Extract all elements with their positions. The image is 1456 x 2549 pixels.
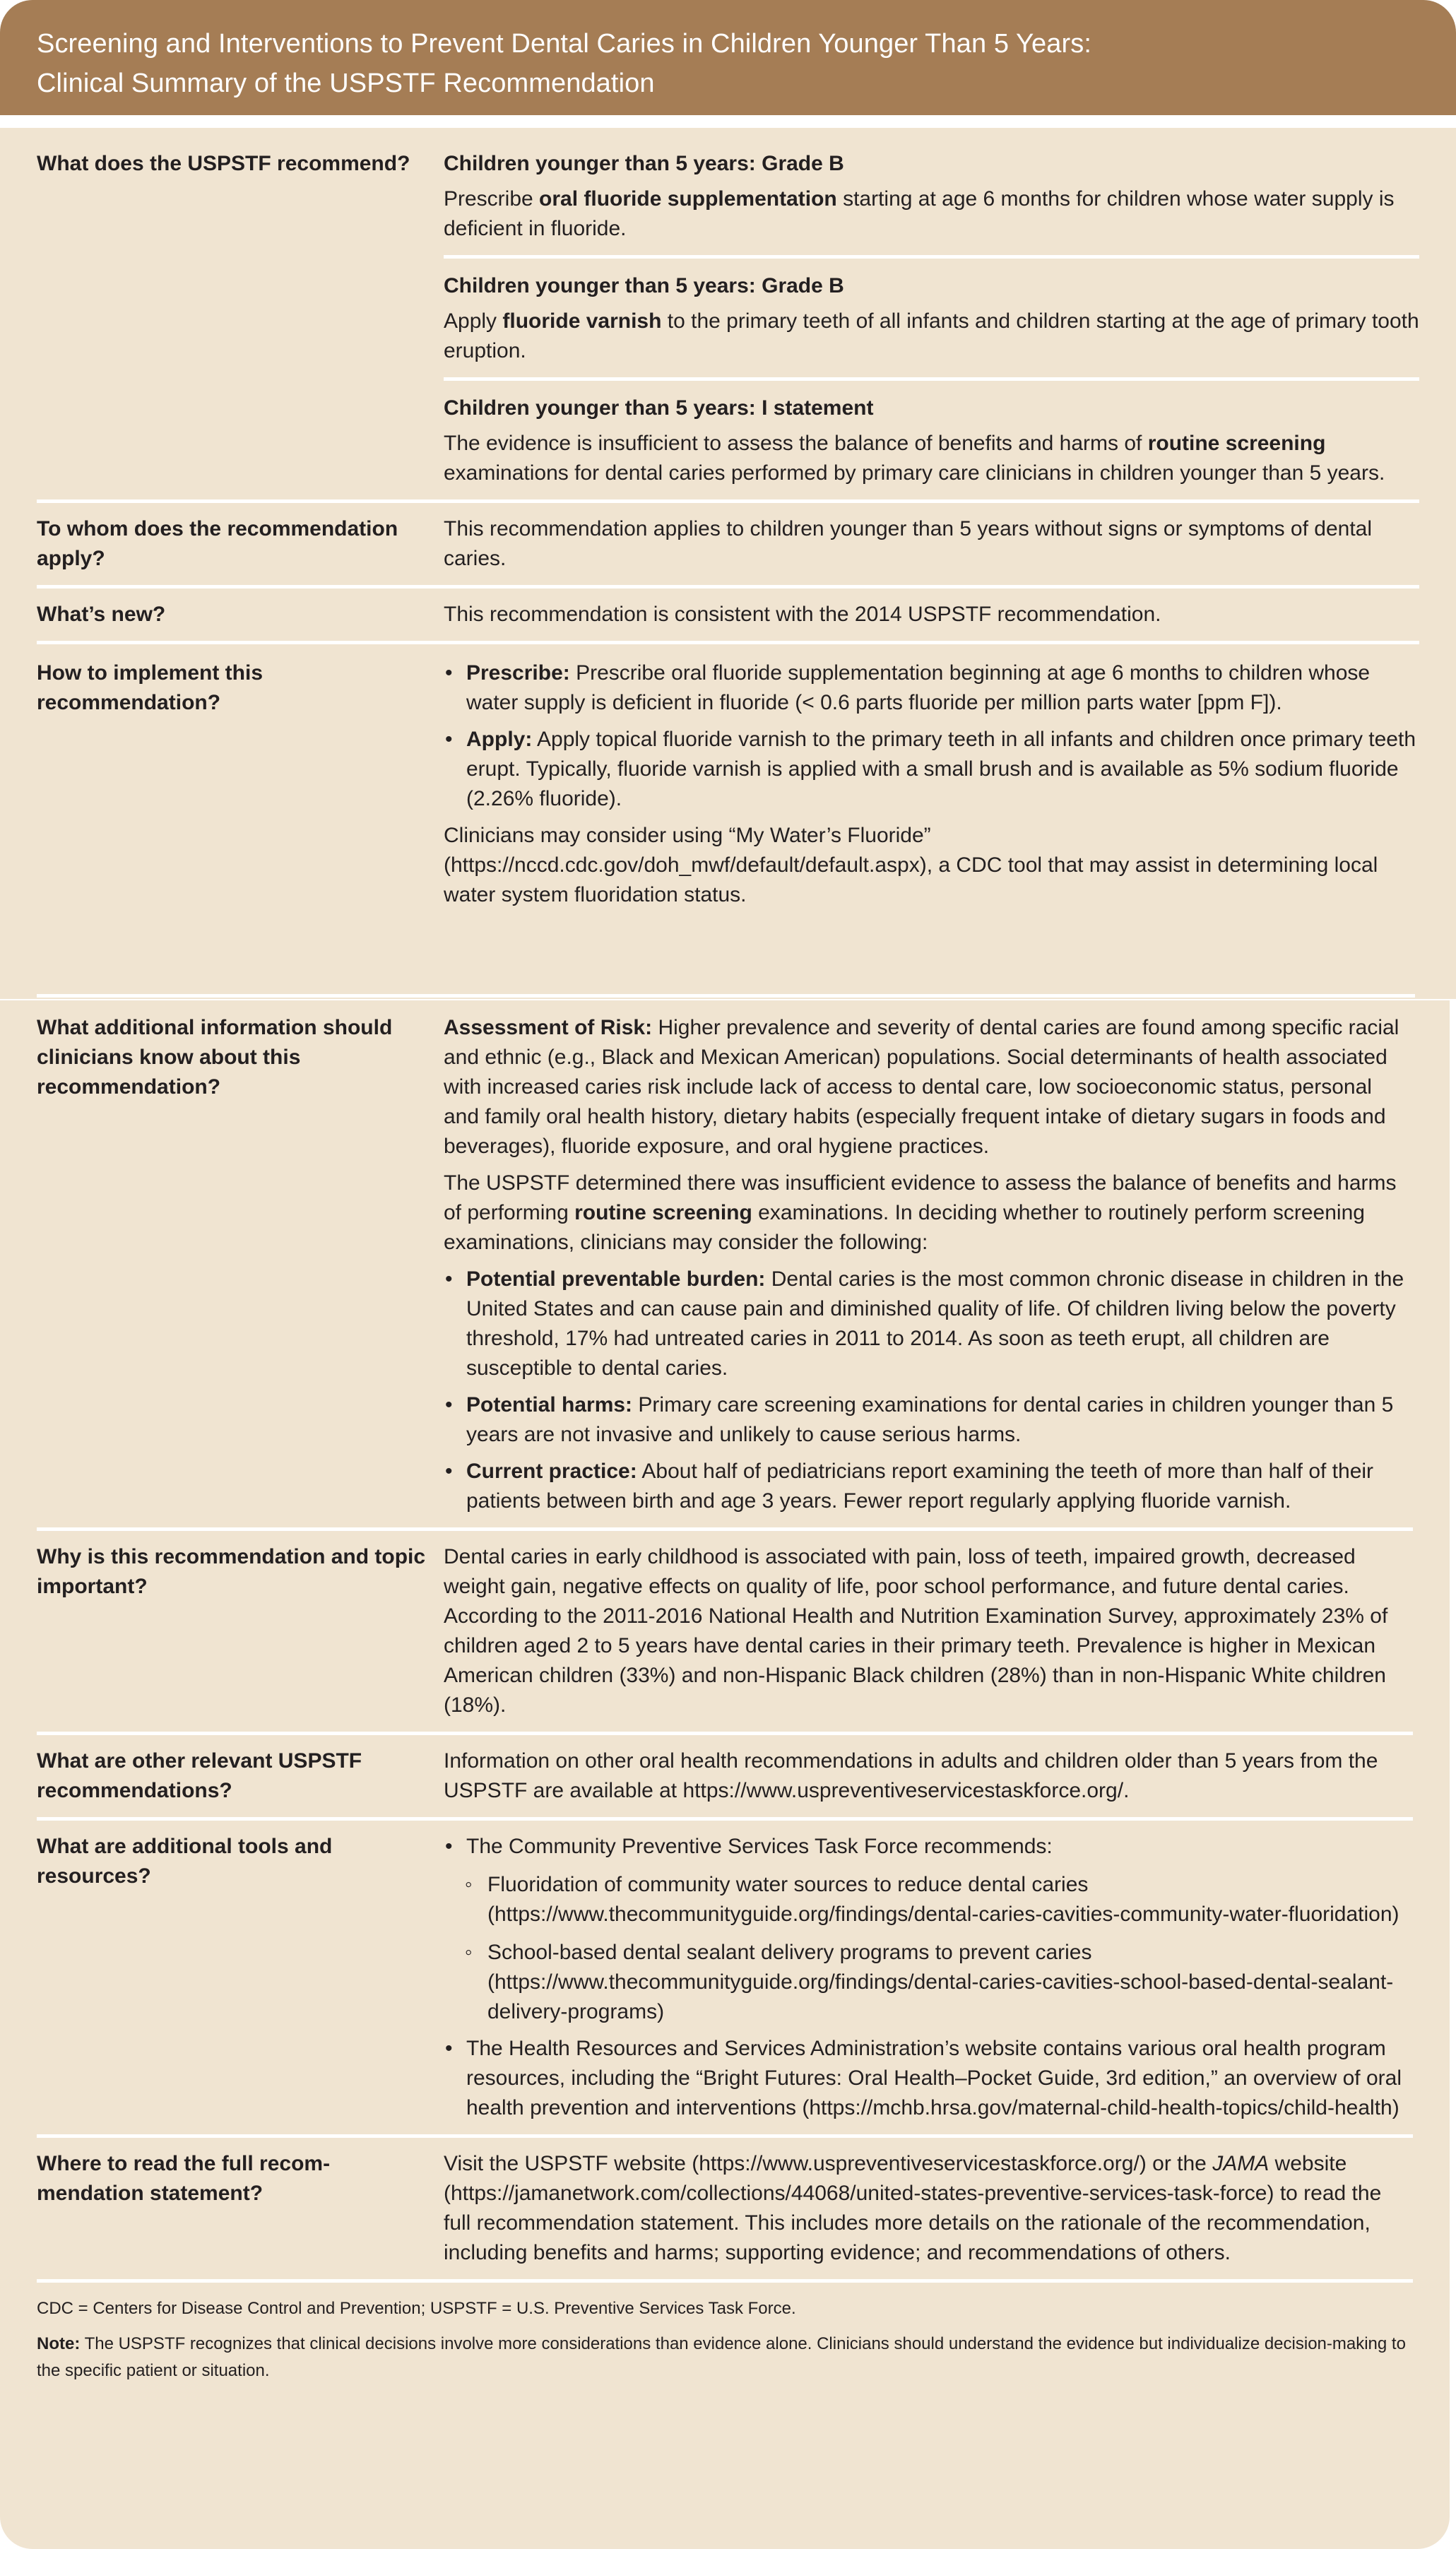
summary-panel-top — [0, 128, 1456, 999]
row-question: What additional information should clinicians know about this recommendation? — [37, 1016, 393, 1099]
row-implement — [0, 651, 1456, 910]
row-question: To whom does the recommendation apply? — [37, 517, 398, 570]
row-answer — [444, 651, 1419, 910]
bullet-item: • The Health Resources and Services Administration’s website contains various oral health program resources, including the “Bright Futures: Oral Health–Pocket Guide, 3rd edition,” an overview of oral health prevention and interventions (https://mchb.hrsa.gov/maternal-child-health-topics/child-health) — [444, 2034, 1413, 2123]
bullet-item: • Potential harms: Primary care screening examinations for dental caries in children younger than 5 years are not invasive and unlikely to cause serious harms. — [444, 1390, 1413, 1450]
recommendation-text: Apply fluoride varnish to the primary teeth of all infants and children starting at the age of primary tooth eruption. — [444, 309, 1419, 362]
bullet-item: • Potential preventable burden: Dental caries is the most common chronic disease in children in the United States and can cause pain and diminished quality of life. Of children living below the poverty threshold, 17% had untreated caries in 2011 to 2014. As soon as teeth erupt, all children are susceptible to dental caries. — [444, 1265, 1413, 1383]
row-answer: This recommendation is consistent with the 2014 USPSTF recommendation. — [444, 603, 1161, 626]
sub-divider — [444, 255, 1419, 259]
row-question: What are additional tools and resources? — [37, 1835, 333, 1888]
row-why-important — [0, 1542, 1450, 1720]
implement-closing: Clinicians may consider using “My Water’s Fluoride” (https://nccd.cdc.gov/doh_mwf/default/default.aspx), a CDC tool that may assist in determining local water system fluoridation status. — [444, 824, 1378, 906]
row-question: What does the USPSTF recommend? — [37, 152, 410, 175]
row-question: Why is this recommendation and topic important? — [37, 1545, 426, 1598]
page-header — [0, 0, 1456, 115]
row-recommend — [0, 149, 1456, 488]
row-other-recommendations — [0, 1746, 1450, 1806]
risk-assessment: Assessment of Risk: Higher prevalence and severity of dental caries are found among specific racial and ethnic (e.g., Black and Mexican American) populations. Social determinants of health associated with increased caries risk include lack of access to dental care, low socioeconomic status, personal and family oral health history, dietary habits (especially frequent intake of dietary sugars in foods and beverages), fluoride exposure, and oral hygiene practices. — [444, 1016, 1399, 1158]
row-answer — [444, 1825, 1413, 2123]
recommendation-text: Prescribe oral fluoride supplementation starting at age 6 months for children whose water supply is deficient in fluoride. — [444, 187, 1395, 240]
row-divider — [37, 994, 1415, 998]
footnote-abbreviations: CDC = Centers for Disease Control and Prevention; USPSTF = U.S. Preventive Services Task Force. — [37, 2299, 796, 2318]
bullet-item: • Prescribe: Prescribe oral fluoride supplementation beginning at age 6 months to children whose water supply is deficient in fluoride (< 0.6 parts fluoride per million parts water [ppm F]). — [444, 658, 1419, 718]
title-line-2: Clinical Summary of the USPSTF Recommendation — [37, 69, 655, 98]
row-question: How to implement this recommendation? — [37, 661, 264, 714]
grade-heading: Children younger than 5 years: I statement — [444, 396, 874, 420]
bullet-item: • The Community Preventive Services Task Force recommends: — [444, 1832, 1413, 1862]
sub-divider — [444, 377, 1419, 381]
footnote-note: Note: The USPSTF recognizes that clinical decisions involve more considerations than evidence alone. Clinicians should understand the evidence but individualize decision-making to the specific patient or situation. — [37, 2334, 1406, 2380]
row-question: Where to read the full recommendation statement? — [37, 2152, 331, 2205]
bullet-item: • Apply: Apply topical fluoride varnish to the primary teeth in all infants and children once primary teeth erupt. Typically, fluoride varnish is applied with a small brush and is available as 5% sodium fluoride (2.26% fluoride). — [444, 725, 1419, 814]
sub-bullet-item: ◦ School-based dental sealant delivery programs to prevent caries (https://www.thecommunityguide.org/findings/dental-caries-cavities-school-based-dental-sealant-delivery-programs) — [444, 1938, 1413, 2027]
row-question: What’s new? — [37, 603, 166, 626]
grade-heading: Children younger than 5 years: Grade B — [444, 152, 844, 175]
row-answer: Visit the USPSTF website (https://www.uspreventiveservicestaskforce.org/) or the JAMA website (https://jamanetwork.com/collections/44068/united-states-preventive-services-task-force) to read the full recommendation statement. This includes more details on the rationale of the recommendation, including benefits and harms; supporting evidence; and recommendations of others. — [444, 2152, 1382, 2264]
row-question: What are other relevant USPSTF recommendations? — [37, 1749, 362, 1802]
row-answer: Information on other oral health recommendations in adults and children older than 5 years from the USPSTF are available at https://www.uspreventiveservicestaskforce.org/. — [444, 1749, 1378, 1802]
row-answer: This recommendation applies to children younger than 5 years without signs or symptoms of dental caries. — [444, 517, 1373, 570]
row-whats-new — [0, 600, 1456, 629]
grade-heading: Children younger than 5 years: Grade B — [444, 274, 844, 297]
summary-panel-bottom — [0, 1000, 1450, 2549]
row-answer — [444, 149, 1419, 488]
row-full-statement — [0, 2149, 1450, 2268]
row-answer — [444, 1013, 1413, 1516]
row-answer: Dental caries in early childhood is associated with pain, loss of teeth, impaired growth, decreased weight gain, negative effects on quality of life, poor school performance, and future dental caries. According to the 2011-2016 National Health and Nutrition Examination Survey, approximately 23% of children aged 2 to 5 years have dental caries in their primary teeth. Prevalence is higher in Mexican American children (33%) and non-Hispanic Black children (28%) than in non-Hispanic White children (18%). — [444, 1545, 1388, 1717]
bullet-item: • Current practice: About half of pediatricians report examining the teeth of more than half of their patients between birth and age 3 years. Fewer report regularly applying fluoride varnish. — [444, 1457, 1413, 1516]
sub-bullet-item: ◦ Fluoridation of community water sources to reduce dental caries (https://www.thecommunityguide.org/findings/dental-caries-cavities-community-water-fluoridation) — [444, 1870, 1413, 1929]
row-additional-info — [0, 1013, 1450, 1516]
recommendation-text: The evidence is insufficient to assess the balance of benefits and harms of routine screening examinations for dental caries performed by primary care clinicians in children younger than 5 years. — [444, 432, 1385, 485]
row-tools-resources — [0, 1825, 1450, 2123]
insufficient-evidence: The USPSTF determined there was insufficient evidence to assess the balance of benefits and harms of performing routine screening examinations. In deciding whether to routinely perform screening examinations, clinicians may consider the following: — [444, 1171, 1397, 1254]
row-to-whom — [0, 514, 1456, 574]
title-line-1: Screening and Interventions to Prevent Dental Caries in Children Younger Than 5 Years: — [37, 29, 1091, 59]
